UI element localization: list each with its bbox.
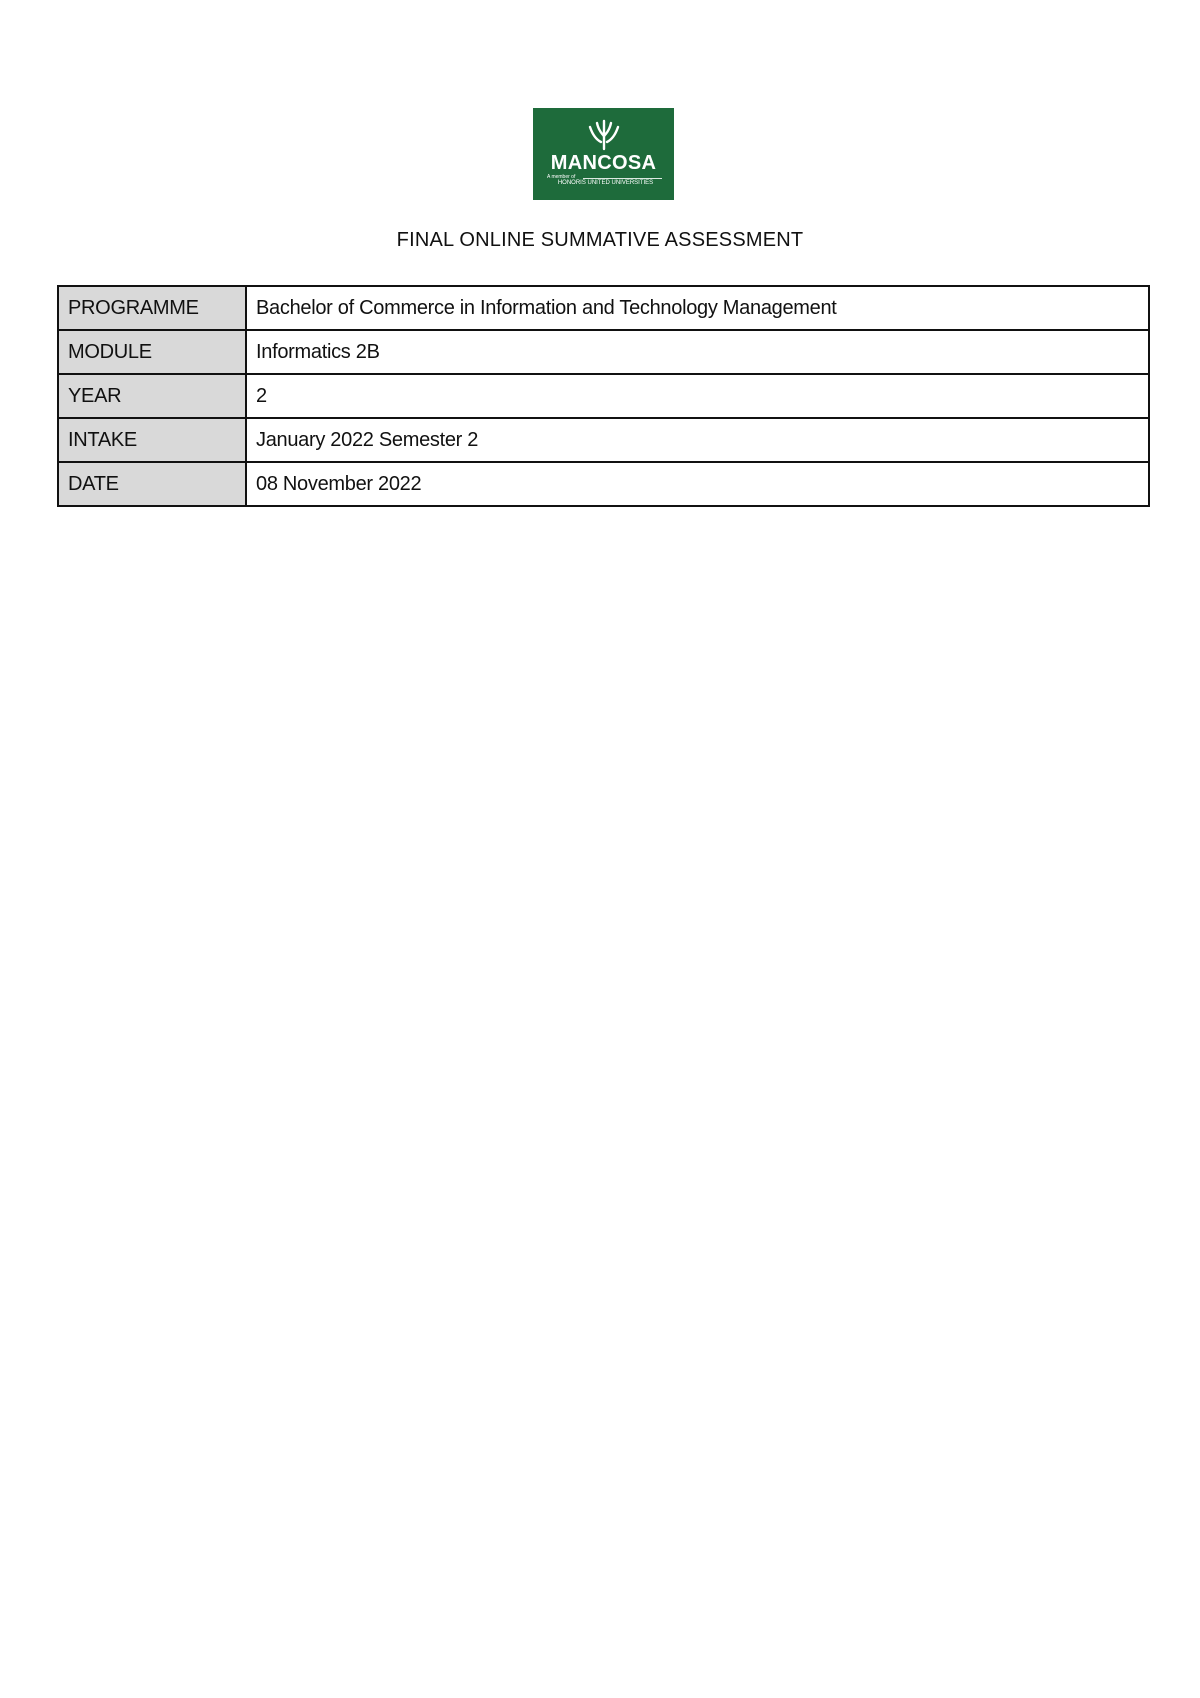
- row-value: 2: [246, 374, 1149, 418]
- document-title: FINAL ONLINE SUMMATIVE ASSESSMENT: [396, 229, 804, 251]
- logo-wordmark: MANCOSA: [550, 152, 657, 174]
- logo-tagline: HONORIS UNITED UNIVERSITIES: [557, 180, 654, 186]
- table-row: [58, 330, 1149, 374]
- row-value: Bachelor of Commerce in Information and Technology Management: [246, 286, 1149, 330]
- row-label: YEAR: [58, 374, 246, 418]
- row-label: MODULE: [58, 330, 246, 374]
- row-label: PROGRAMME: [58, 286, 246, 330]
- row-value: 08 November 2022: [246, 462, 1149, 506]
- logo-divider: [583, 178, 662, 179]
- table-row: [58, 418, 1149, 462]
- table-row: [58, 462, 1149, 506]
- table-row: [58, 374, 1149, 418]
- mancosa-logo: [533, 108, 674, 200]
- row-label: DATE: [58, 462, 246, 506]
- row-value: Informatics 2B: [246, 330, 1149, 374]
- logo-prefix: A member of: [547, 174, 576, 180]
- tree-icon: [584, 118, 624, 150]
- logo-tagline-wrap: [547, 174, 664, 187]
- table-row: [58, 286, 1149, 330]
- assessment-details-table: [57, 285, 1150, 507]
- row-value: January 2022 Semester 2: [246, 418, 1149, 462]
- row-label: INTAKE: [58, 418, 246, 462]
